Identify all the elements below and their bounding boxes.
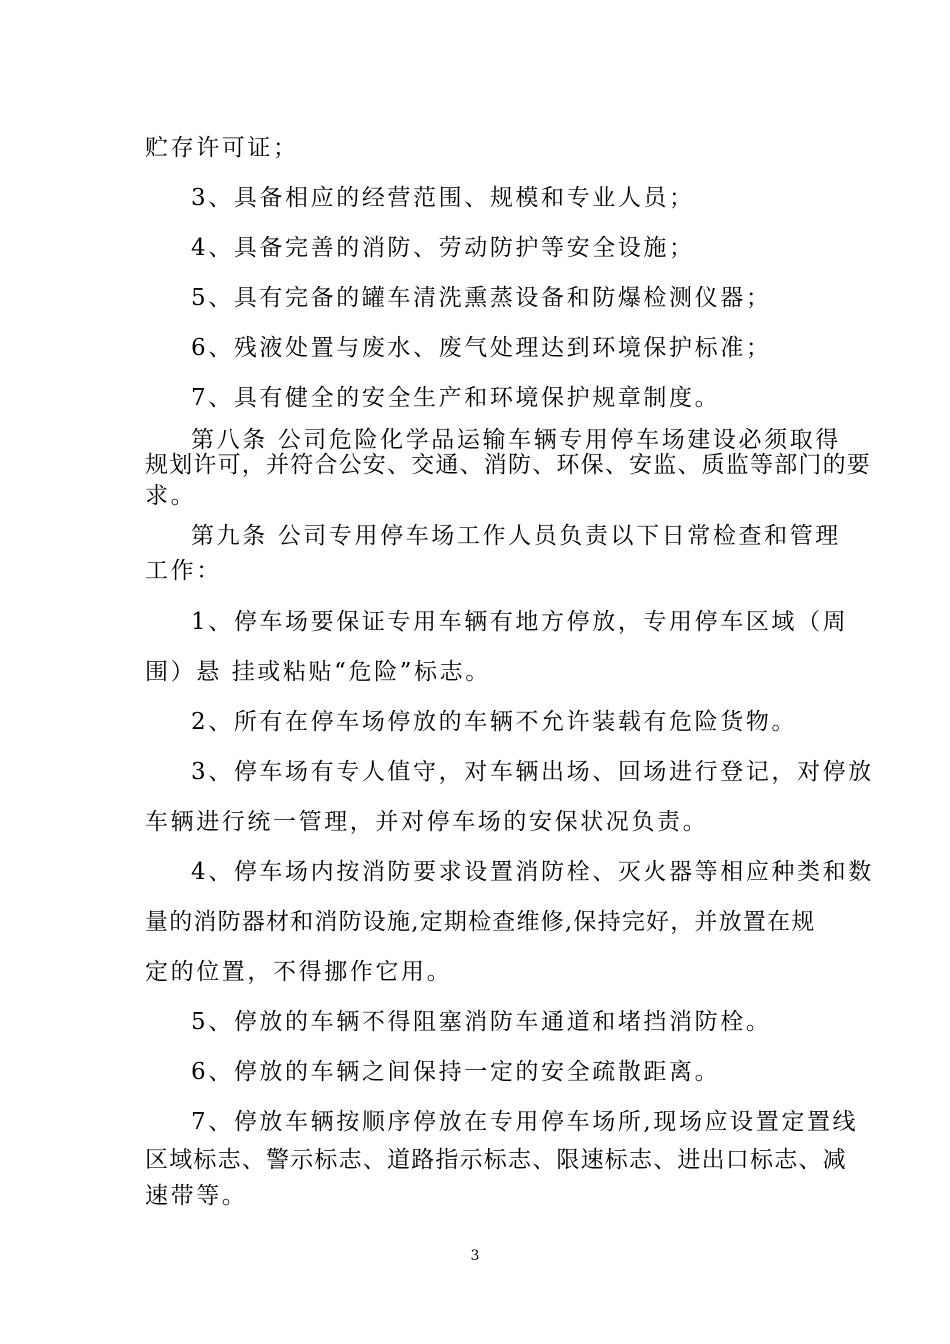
text-line-19: 定的位置，不得挪作它用。 bbox=[145, 959, 453, 985]
text-line-16: 车辆进行统一管理，并对停车场的安保状况负责。 bbox=[145, 809, 709, 835]
text-line-1: 贮存许可证； bbox=[145, 135, 299, 161]
text-line-12: 1、停车场要保证专用车辆有地方停放，专用停车区域（周 bbox=[191, 609, 849, 635]
text-line-21: 6、停放的车辆之间保持一定的安全疏散距离。 bbox=[191, 1059, 721, 1085]
page-number: 3 bbox=[470, 1248, 480, 1264]
text-line-11: 工作： bbox=[145, 558, 222, 584]
text-line-4: 5、具有完备的罐车清洗熏蒸设备和防爆检测仪器； bbox=[191, 285, 772, 311]
text-line-2: 3、具备相应的经营范围、规模和专业人员； bbox=[191, 185, 695, 211]
text-line-13: 围）悬 挂或粘贴“危险”标志。 bbox=[145, 659, 491, 685]
text-line-24: 速带等。 bbox=[145, 1183, 248, 1209]
text-line-8: 规划许可，并符合公安、交通、消防、环保、安监、质监等部门的要 bbox=[145, 452, 871, 478]
text-line-23: 区域标志、警示标志、道路指示标志、限速标志、进出口标志、减 bbox=[145, 1147, 847, 1173]
text-line-10: 第九条 公司专用停车场工作人员负责以下日常检查和管理 bbox=[191, 523, 841, 549]
text-line-22: 7、停放车辆按顺序停放在专用停车场所,现场应设置定置线 bbox=[191, 1109, 859, 1135]
text-line-18: 量的消防器材和消防设施,定期检查维修,保持完好，并放置在规 bbox=[145, 909, 816, 935]
text-line-20: 5、停放的车辆不得阻塞消防车通道和堵挡消防栓。 bbox=[191, 1009, 772, 1035]
text-line-6: 7、具有健全的安全生产和环境保护规章制度。 bbox=[191, 385, 721, 411]
text-line-3: 4、具备完善的消防、劳动防护等安全设施； bbox=[191, 235, 695, 261]
text-line-15: 3、停车场有专人值守，对车辆出场、回场进行登记，对停放 bbox=[191, 759, 874, 785]
text-line-9: 求。 bbox=[145, 483, 197, 509]
text-line-7: 第八条 公司危险化学品运输车辆专用停车场建设必须取得 bbox=[191, 427, 841, 453]
text-line-17: 4、停车场内按消防要求设置消防栓、灭火器等相应种类和数 bbox=[191, 859, 874, 885]
text-line-14: 2、所有在停车场停放的车辆不允许装载有危险货物。 bbox=[191, 709, 798, 735]
text-line-5: 6、残液处置与废水、废气处理达到环境保护标准； bbox=[191, 335, 772, 361]
